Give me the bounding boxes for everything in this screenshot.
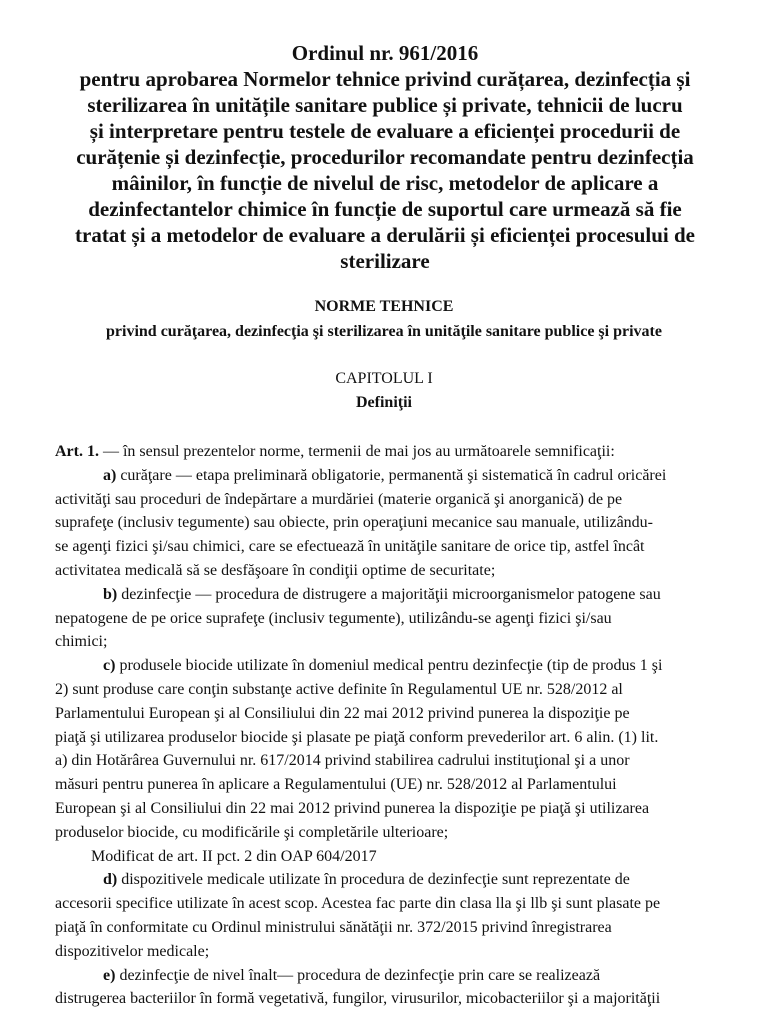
definition-text: Parlamentului European şi al Consiliului din 22 mai 2012 privind punerea la dispoziţie pe (55, 704, 630, 722)
definition-text: produsele biocide utilizate în domeniul medical pentru dezinfecţie (tip de produs 1 şi (115, 657, 663, 675)
definition-text: piaţă şi utilizarea produselor biocide şi plasate pe piaţă conform prevederilor art. 6 alin. (1) lit. (55, 728, 659, 746)
definition-text: distrugerea bacteriilor în formă vegetativă, fungilor, virusurilor, micobacteriilor şi a majorităţii (55, 990, 661, 1008)
norme-subheading: privind curăţarea, dezinfecţia şi sterilizarea în unităţile sanitare publice şi private (106, 323, 662, 340)
norme-heading: NORME TEHNICE (314, 298, 454, 315)
definition-text: produselor biocide, cu modificările şi completările ulterioare; (55, 823, 449, 841)
subtitle-line: pentru aprobarea Normelor tehnice privind curățarea, dezinfecția și (79, 67, 691, 91)
chapter-title: Definiţii (356, 394, 412, 411)
letter-e: e) (103, 966, 116, 984)
definition-c-line (55, 654, 740, 678)
article-body (55, 440, 740, 1011)
definition-text: dezinfecţie — procedura de distrugere a majorităţii microorganismelor patogene sau (117, 585, 661, 603)
letter-c: c) (103, 657, 116, 675)
subtitle-line: și interpretare pentru testele de evaluare a eficienței procedurii de (89, 119, 681, 143)
definition-d-line (55, 868, 740, 892)
definition-text: a) din Hotărârea Guvernului nr. 617/2014 privind stabilirea cadrului instituţional şi a unor (55, 752, 630, 770)
definition-e-line (55, 964, 740, 988)
definition-text: activitatea medicală să se desfăşoare în condiţii optime de securitate; (55, 561, 496, 579)
definition-text: European şi al Consiliului din 22 mai 2012 privind punerea la dispoziţie pe piaţă şi utilizarea (55, 799, 650, 817)
letter-d: d) (103, 871, 118, 889)
definition-b-line (55, 583, 740, 607)
definition-text: chimici; (55, 633, 108, 651)
definition-text: se agenţi fizici şi/sau chimici, care se efectuează în unităţile sanitare de orice tip, astfel încât (55, 538, 645, 556)
definition-text: nepatogene de pe orice suprafeţe (inclusiv tegumente), utilizându-se agenţi fizici şi/sau (55, 609, 612, 627)
definition-text: dispozitivelor medicale; (55, 942, 210, 960)
letter-b: b) (103, 585, 118, 603)
modified-note: Modificat de art. II pct. 2 din OAP 604/2017 (91, 847, 377, 865)
subtitle-line: tratat și a metodelor de evaluare a derulării și eficienței procesului de (75, 223, 695, 247)
definition-text: suprafeţe (inclusiv tegumente) sau obiecte, prin operaţiuni mecanice sau manuale, utilizându- (55, 514, 653, 532)
definition-text: dispozitivele medicale utilizate în procedura de dezinfecţie sunt reprezentate de (117, 871, 630, 889)
letter-a: a) (103, 466, 117, 484)
subtitle-line: mâinilor, în funcție de nivelul de risc, metodelor de aplicare a (111, 171, 659, 195)
article-intro: — în sensul prezentelor norme, termenii de mai jos au următoarele semnificaţii: (98, 443, 615, 460)
chapter-number: CAPITOLUL I (335, 370, 433, 387)
definition-text: măsuri pentru punerea în aplicare a Regulamentului (UE) nr. 528/2012 al Parlamentului (55, 776, 617, 794)
subtitle-line: sterilizarea în unitățile sanitare publice și private, tehnicii de lucru (87, 93, 683, 117)
subtitle-line: sterilizare (340, 249, 430, 273)
definition-text: accesorii specifice utilizate în acest scop. Acestea fac parte din clasa lla şi llb şi sunt plasate pe (55, 895, 661, 913)
article-label: Art. 1. (55, 443, 99, 460)
definition-text: curăţare — etapa preliminară obligatorie, permanentă şi sistematică în cadrul oricărei (116, 466, 667, 484)
definition-a-line (55, 464, 740, 488)
definition-text: piaţă în conformitate cu Ordinul ministrului sănătăţii nr. 372/2015 privind înregistrarea (55, 918, 612, 936)
definition-text: dezinfecţie de nivel înalt— procedura de dezinfecţie prin care se realizează (115, 966, 601, 984)
order-title: Ordinul nr. 961/2016 (291, 41, 479, 65)
definition-text: 2) sunt produse care conţin substanţe active definite în Regulamentul UE nr. 528/2012 al (55, 680, 623, 698)
article-intro-line (55, 440, 740, 464)
order-title-block (40, 40, 730, 274)
definition-text: activităţi sau proceduri de îndepărtare a murdăriei (materie organică şi anorganică) de pe (55, 490, 623, 508)
subtitle-line: curățenie și dezinfecție, procedurilor recomandate pentru dezinfecția (76, 145, 694, 169)
subtitle-line: dezinfectantelor chimice în funcție de suportul care urmează să fie (88, 197, 682, 221)
